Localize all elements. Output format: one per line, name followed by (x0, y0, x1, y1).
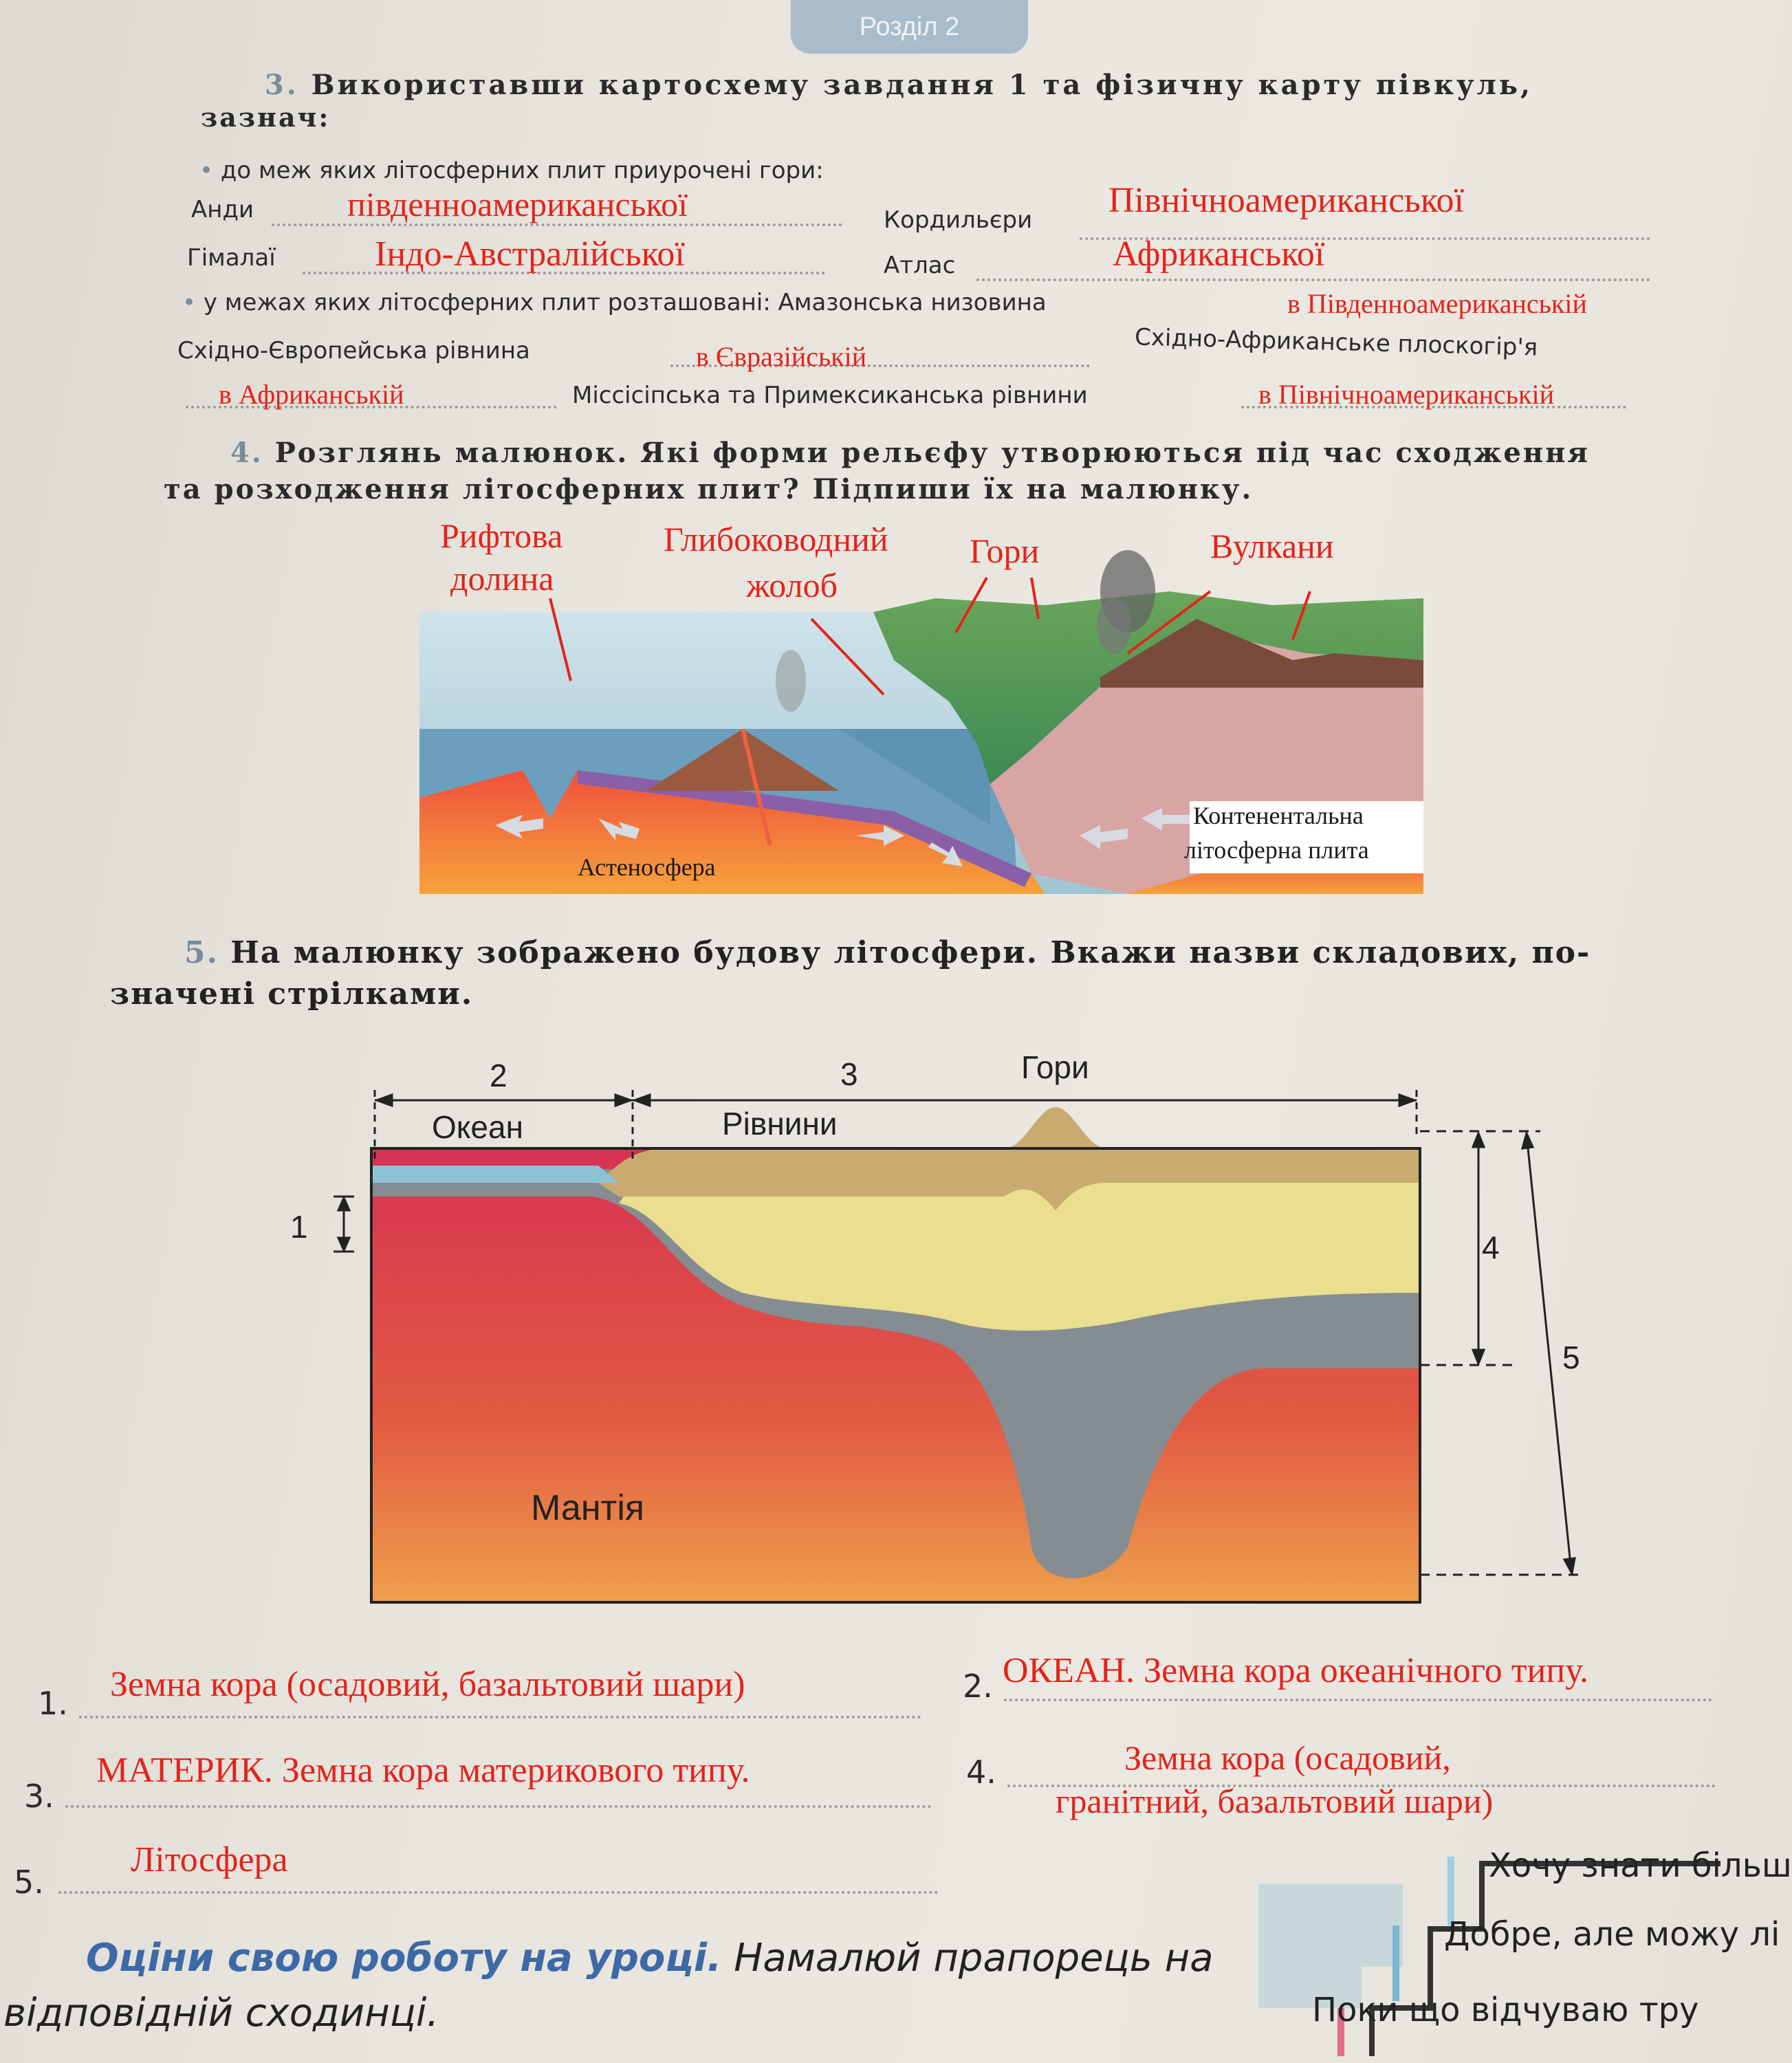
answer-2-dotted-line (1004, 1699, 1712, 1701)
task3-title-line2: зазнач: (201, 102, 331, 133)
answer-3-text: МАТЕРИК. Земна кора материкового типу. (96, 1751, 750, 1790)
answer-1-dotted-line (79, 1716, 921, 1718)
task4-title-line2: та розходження літосферних плит? Підпиши їх на малюнку. (164, 473, 1254, 505)
task5-number: 5. (184, 935, 219, 970)
answer-4-text-line2: гранітний, базальтовий шари) (1056, 1782, 1494, 1820)
answer-4-text-line1: Земна кора (осадовий, (1124, 1738, 1451, 1777)
continental-plate-label-2: літосферна плита (1184, 836, 1369, 864)
asthenosphere-label: Астеносфера (578, 853, 716, 881)
task3-bullet2-text: у межах яких літосферних плит розташовані: Амазонська низовина (203, 289, 1047, 316)
answer-2-text: ОКЕАН. Земна кора океанічного типу. (1003, 1651, 1588, 1690)
task3-title-text: Використавши картосхему завдання 1 та фізичну карту півкуль, (311, 69, 1533, 101)
task3-number: 3. (265, 69, 299, 101)
task5-title-line2: значені стрілками. (110, 976, 474, 1012)
andes-answer: південноамериканської (347, 185, 688, 223)
rift-label-2: долина (450, 559, 554, 598)
himalayas-label: Гімалаї (187, 244, 276, 272)
answer-3-dotted-line (65, 1805, 932, 1808)
east-african-answer: в Африканській (219, 379, 404, 410)
east-european-answer: в Євразійській (696, 341, 867, 372)
diagram-label-plains: Рівнини (722, 1106, 838, 1142)
continental-plate-label-1: Контенентальна (1193, 802, 1364, 829)
answer-5-text: Літосфера (131, 1840, 288, 1879)
ocean-water (371, 1166, 619, 1183)
cordilleras-answer: Північноамериканської (1108, 181, 1464, 220)
section-tab: Розділ 2 (791, 0, 1028, 54)
mountains-label: Гори (970, 532, 1040, 570)
answer-5-dotted-line (58, 1891, 939, 1894)
diagram-num-1: 1 (290, 1209, 308, 1245)
atlas-answer: Африканської (1113, 234, 1325, 274)
bullet-icon: • (182, 289, 197, 316)
diagram-num-5: 5 (1562, 1340, 1580, 1375)
trench-label-2: жолоб (746, 566, 838, 604)
self-assessment-prompt (86, 1936, 1214, 1980)
answer-3-number: 3. (24, 1778, 54, 1815)
answer-4-number: 4. (966, 1754, 996, 1791)
andes-label: Анди (191, 196, 254, 223)
diagram-label-mountains: Гори (1021, 1049, 1089, 1085)
diagram-num-4: 4 (1482, 1230, 1500, 1265)
east-european-label: Східно-Європейська рівнина (177, 337, 530, 364)
rift-label-1: Рифтова (440, 516, 563, 555)
trench-label-1: Глибоководний (664, 520, 888, 558)
bullet-icon: • (199, 157, 214, 184)
task4-title-text: Розглянь малюнок. Які форми рельєфу утворюються під час сходження (274, 437, 1590, 469)
diagram-layers (371, 1107, 1420, 1602)
step-medium: Добре, але можу лі (1444, 1915, 1780, 1954)
step-low: Поки що відчуваю тру (1312, 1991, 1699, 2029)
cordilleras-label: Кордильєри (884, 206, 1033, 234)
self-assessment-prompt-rest: Намалюй прапорець на (734, 1936, 1214, 1980)
diagram-num-3: 3 (840, 1056, 858, 1092)
answer-2-number: 2. (963, 1668, 993, 1705)
step-high: Хочу знати більш (1489, 1846, 1792, 1885)
volcanoes-label: Вулкани (1210, 527, 1334, 565)
self-assessment-prompt-highlight: Оціни свою роботу на уроці. (86, 1936, 722, 1980)
atlas-label: Атлас (884, 252, 956, 279)
answer-1-text: Земна кора (осадовий, базальтовий шари) (110, 1665, 745, 1704)
mississippi-label: Міссісіпська та Примексиканська рівнини (572, 382, 1088, 409)
amazon-answer: в Південноамериканській (1287, 288, 1587, 319)
task3-bullet1-text: до меж яких літосферних плит приурочені гори: (220, 157, 824, 184)
self-assessment-prompt-line2: відповідній сходинці. (3, 1991, 439, 2035)
task5-title-text: На малюнку зображено будову літосфери. Вкажи назви складових, по- (230, 935, 1591, 970)
diagram-num-2: 2 (490, 1058, 507, 1093)
himalayas-answer: Індо-Австралійської (375, 234, 685, 274)
answer-1-number: 1. (38, 1685, 68, 1722)
answer-5-number: 5. (14, 1864, 44, 1901)
task4-number: 4. (230, 437, 263, 469)
mississippi-answer: в Північноамериканській (1258, 379, 1554, 410)
east-african-label: Східно-Африканське плоскогір'я (1134, 323, 1538, 362)
diagram-label-mantle: Мантія (531, 1488, 645, 1528)
diagram-label-ocean: Океан (432, 1109, 523, 1145)
